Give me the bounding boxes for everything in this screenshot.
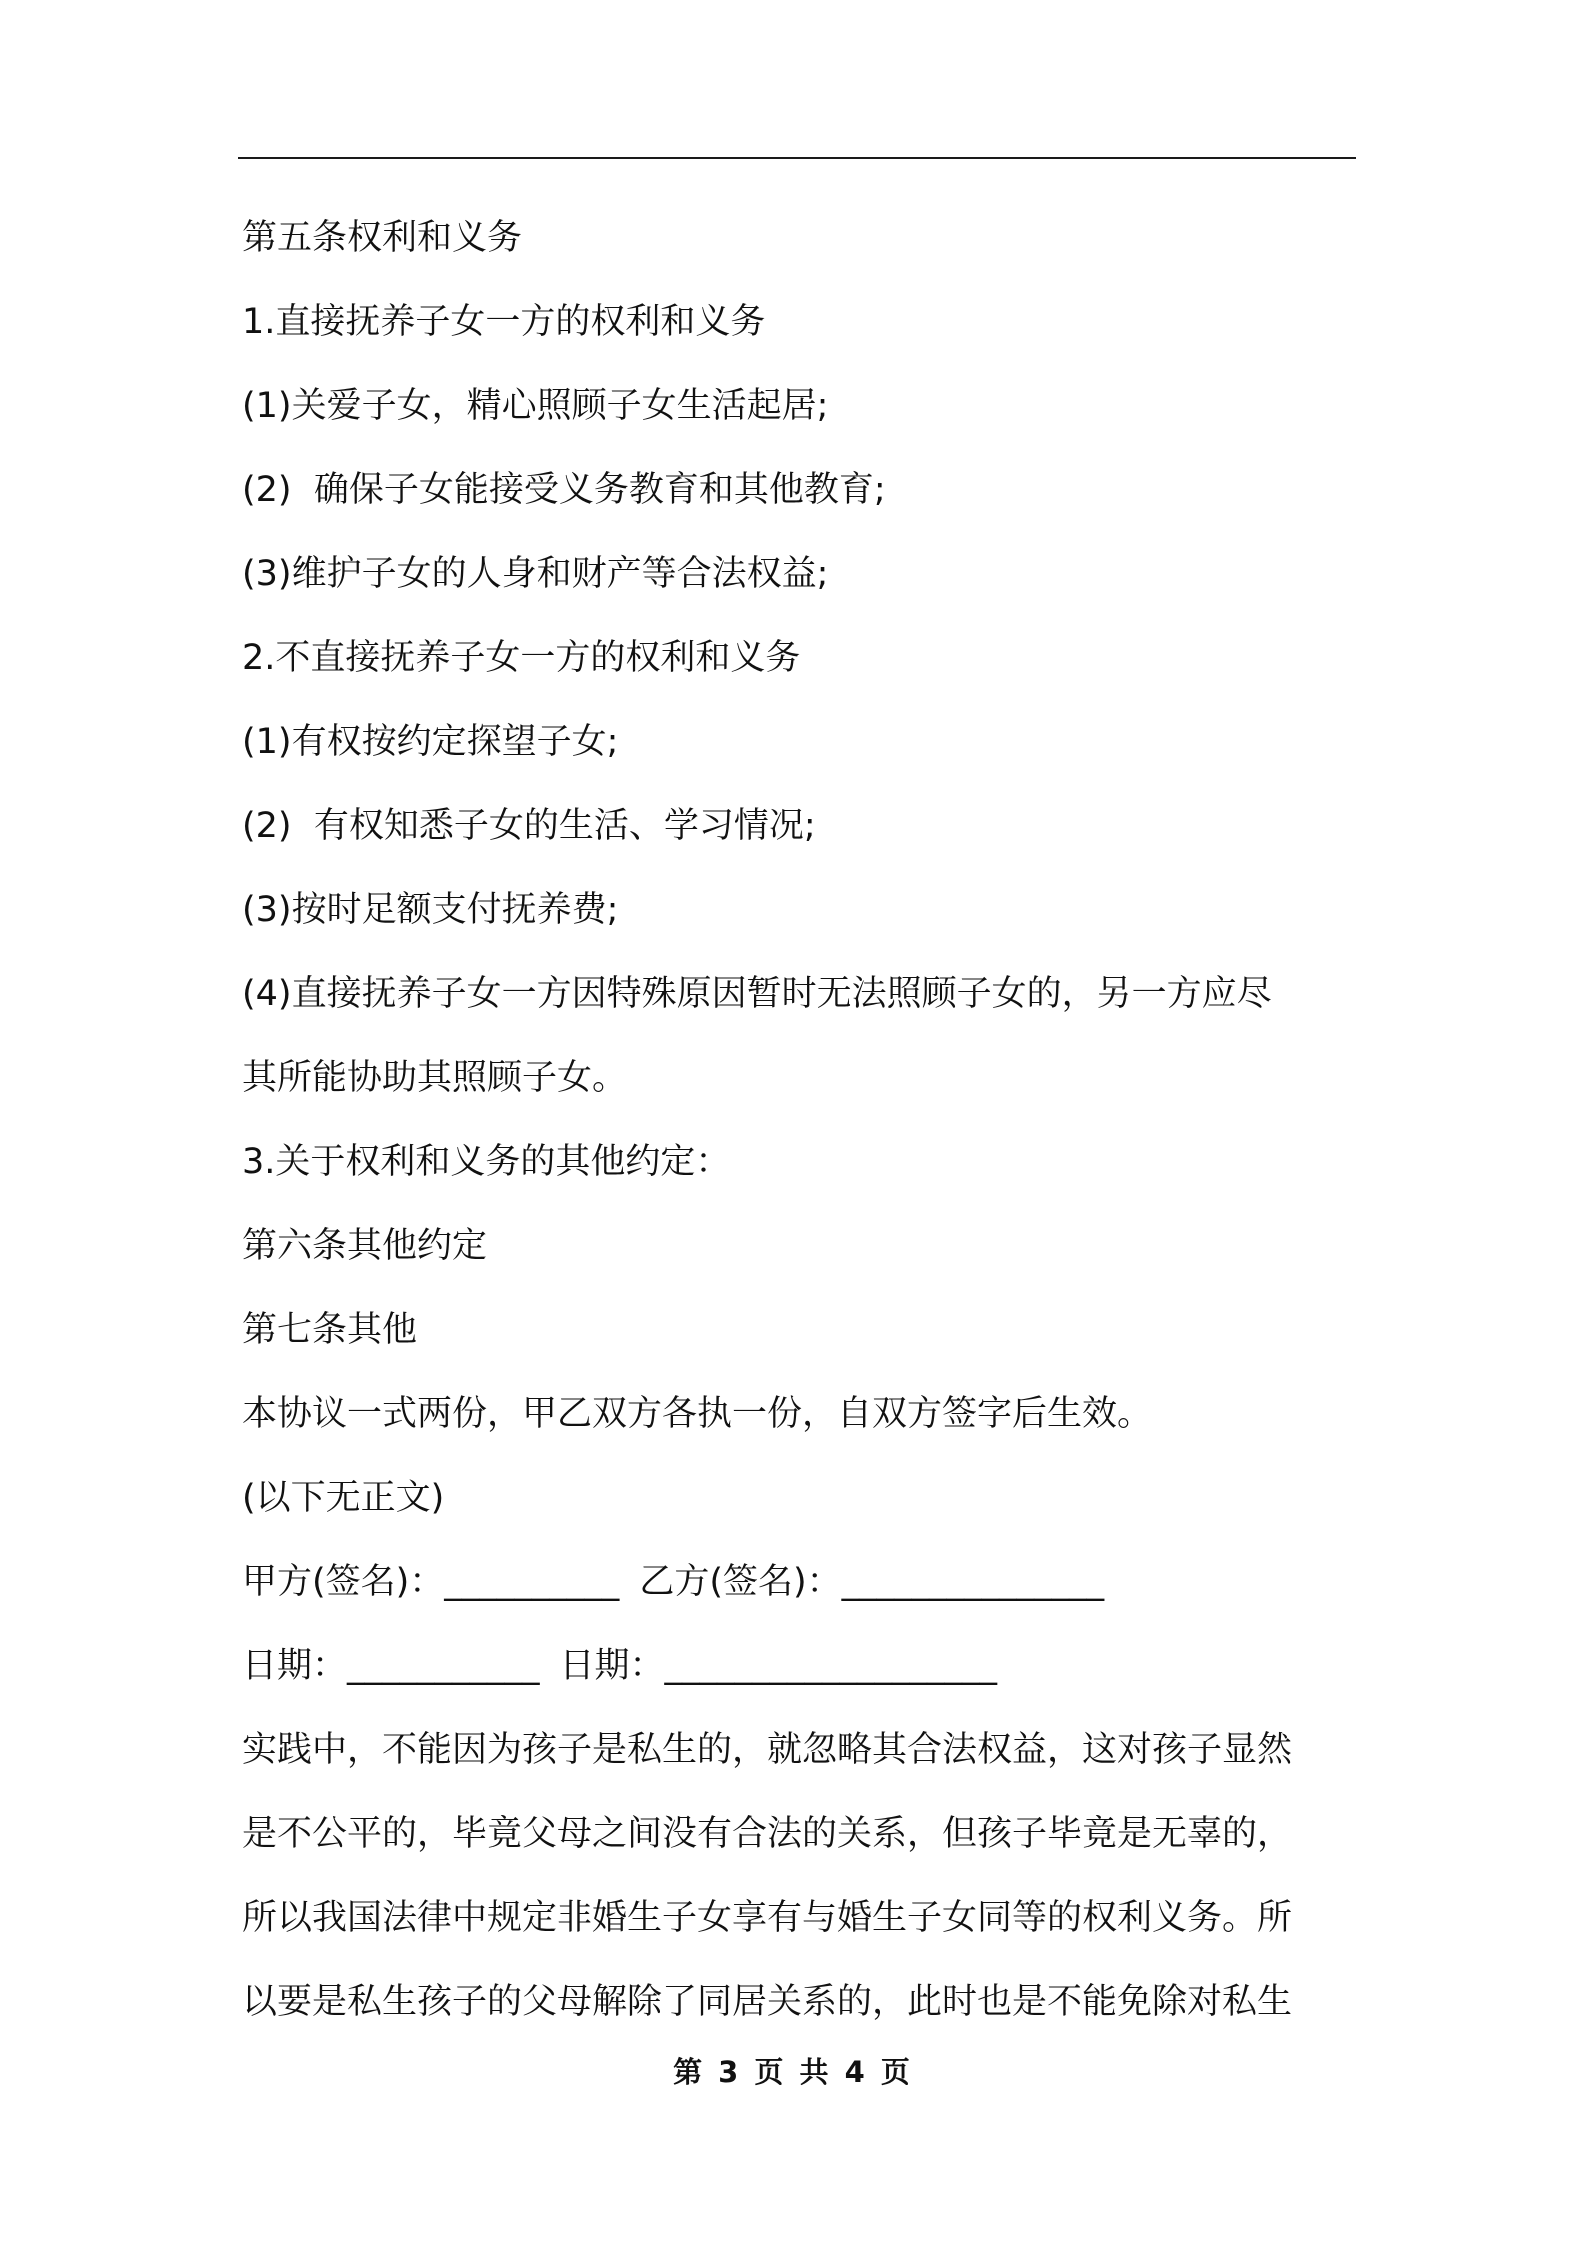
clause-2-item-3: (3)按时足额支付抚养费;	[242, 890, 619, 930]
clause-1-item-3: (3)维护子女的人身和财产等合法权益;	[242, 554, 829, 594]
paragraph-line: 是不公平的，毕竟父母之间没有合法的关系，但孩子毕竟是无辜的，	[242, 1814, 1293, 1854]
signature-row	[242, 1540, 1362, 1624]
paragraph-line: 所以我国法律中规定非婚生子女享有与婚生子女同等的权利义务。所	[242, 1898, 1293, 1938]
clause-2-item-1: (1)有权按约定探望子女;	[242, 722, 619, 762]
no-further-text: (以下无正文)	[242, 1478, 445, 1518]
party-a-date: 日期：___________	[242, 1646, 540, 1686]
clause-2-heading: 2.不直接抚养子女一方的权利和义务	[242, 638, 801, 678]
clause-2-item-4-cont: 其所能协助其照顾子女。	[242, 1058, 628, 1098]
article-6-heading: 第六条其他约定	[242, 1226, 488, 1266]
clause-1-heading: 1.直接抚养子女一方的权利和义务	[242, 302, 766, 342]
effectiveness-statement: 本协议一式两份，甲乙双方各执一份，自双方签字后生效。	[242, 1394, 1153, 1434]
paragraph-line: 实践中，不能因为孩子是私生的，就忽略其合法权益，这对孩子显然	[242, 1730, 1293, 1770]
page-number-footer: 第 3 页 共 4 页	[673, 2055, 913, 2089]
clause-1-item-1: (1)关爱子女，精心照顾子女生活起居;	[242, 386, 829, 426]
article-7-heading: 第七条其他	[242, 1310, 418, 1350]
date-row	[242, 1624, 1362, 1708]
clause-2-item-2: (2) 有权知悉子女的生活、学习情况;	[242, 806, 816, 846]
article-5-heading: 第五条权利和义务	[242, 218, 523, 258]
header-rule	[238, 157, 1356, 159]
paragraph-line: 以要是私生孩子的父母解除了同居关系的，此时也是不能免除对私生	[242, 1982, 1293, 2022]
party-a-signature: 甲方(签名)：__________	[242, 1562, 620, 1602]
clause-2-item-4: (4)直接抚养子女一方因特殊原因暂时无法照顾子女的，另一方应尽	[242, 974, 1272, 1014]
clause-1-item-2: (2) 确保子女能接受义务教育和其他教育;	[242, 470, 886, 510]
clause-3-heading: 3.关于权利和义务的其他约定：	[242, 1142, 731, 1182]
party-b-signature: 乙方(签名)：_______________	[639, 1562, 1105, 1602]
party-b-date: 日期：___________________	[559, 1646, 998, 1686]
document-body	[242, 196, 1362, 2044]
